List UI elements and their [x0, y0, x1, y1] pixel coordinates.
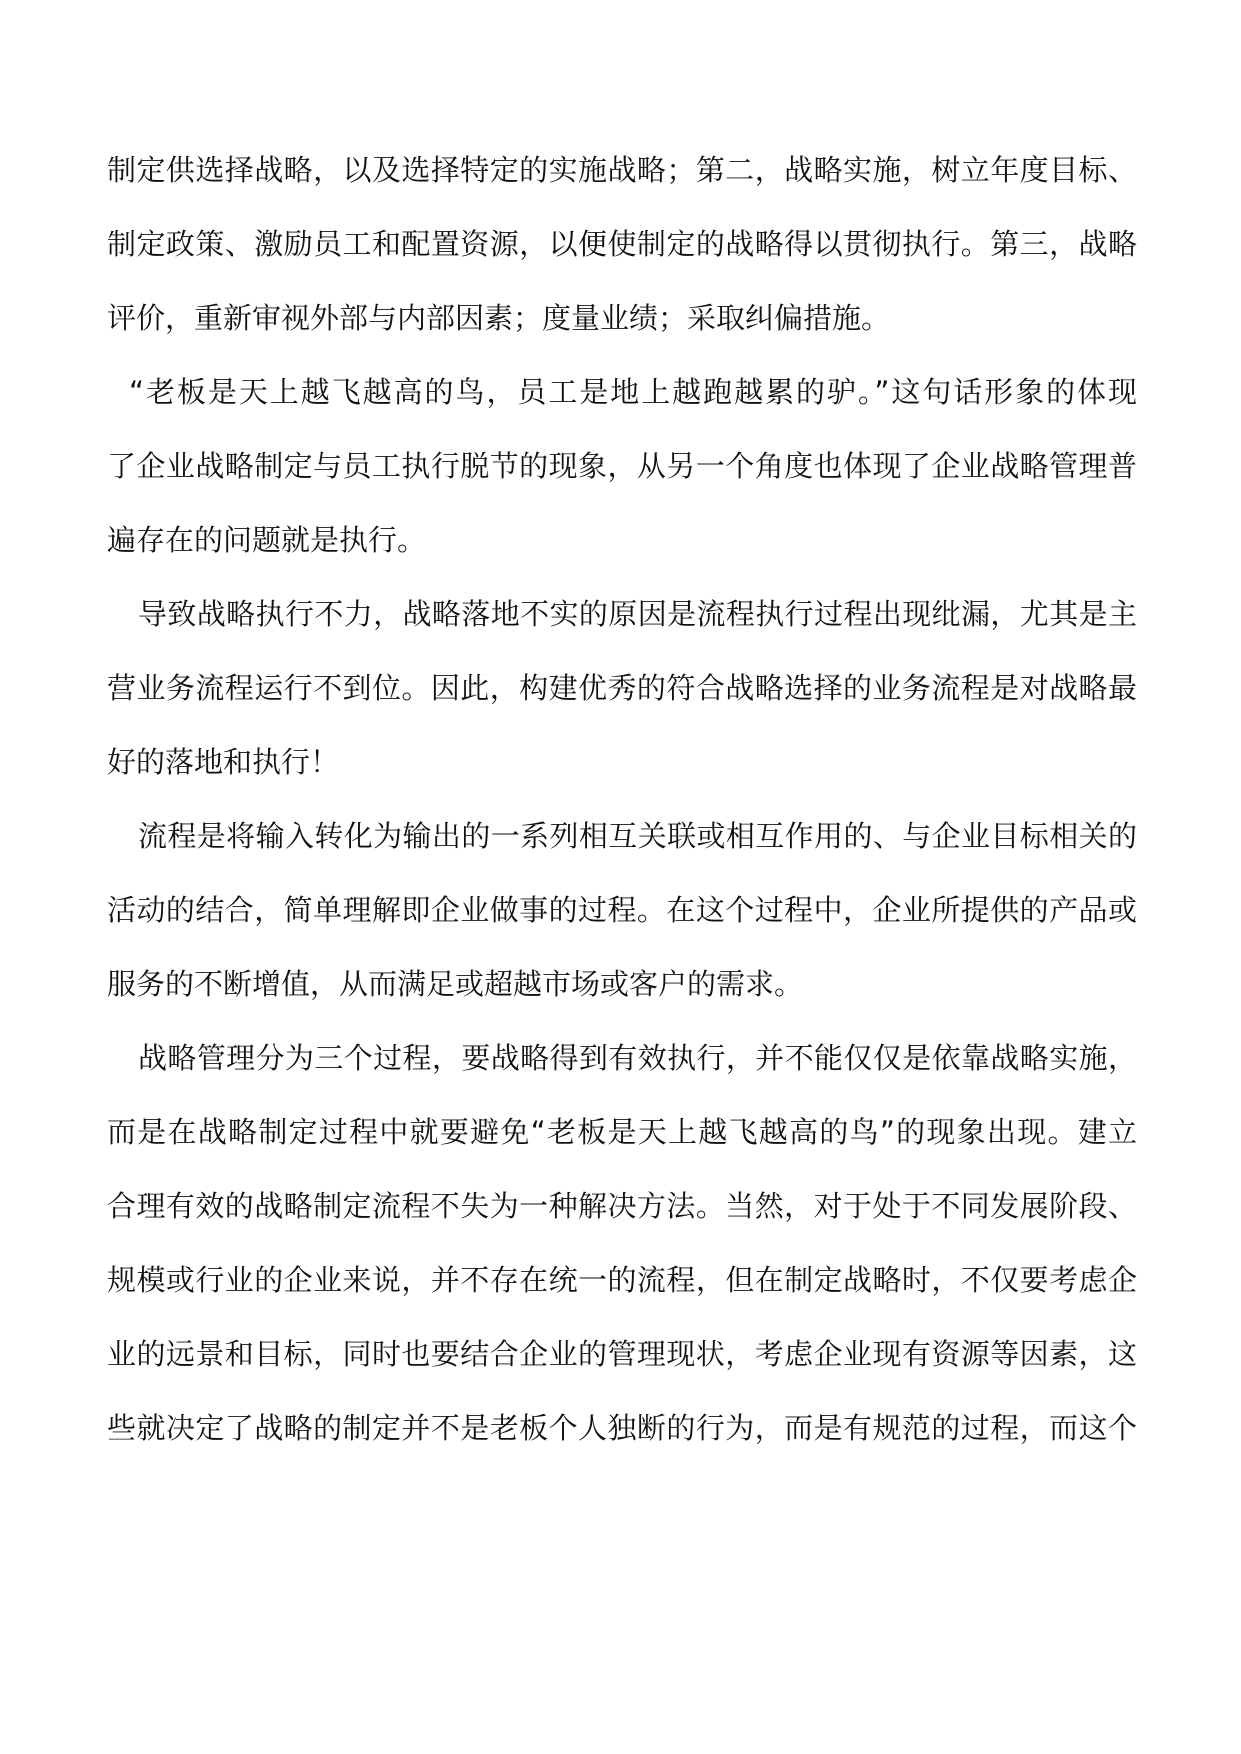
text-line: 营业务流程运行不到位。因此，构建优秀的符合战略选择的业务流程是对战略最: [107, 671, 1137, 705]
text-line: 遍存在的问题就是执行。: [107, 523, 427, 557]
text-line: 服务的不断增值，从而满足或超越市场或客户的需求。: [107, 967, 804, 1001]
text-line: 制定政策、激励员工和配置资源，以便使制定的战略得以贯彻执行。第三，战略: [107, 227, 1137, 261]
text-line: 活动的结合，简单理解即企业做事的过程。在这个过程中，企业所提供的产品或: [107, 893, 1137, 927]
text-line: 些就决定了战略的制定并不是老板个人独断的行为，而是有规范的过程，而这个: [107, 1411, 1137, 1445]
text-line: 而是在战略制定过程中就要避免“老板是天上越飞越高的鸟”的现象出现。建立: [107, 1115, 1137, 1149]
text-line: 战略管理分为三个过程，要战略得到有效执行，并不能仅仅是依靠战略实施，: [138, 1041, 1137, 1075]
text-line: 了企业战略制定与员工执行脱节的现象，从另一个角度也体现了企业战略管理普: [107, 449, 1137, 483]
text-line: 规模或行业的企业来说，并不存在统一的流程，但在制定战略时，不仅要考虑企: [107, 1263, 1137, 1297]
text-line: 评价，重新审视外部与内部因素；度量业绩；采取纠偏措施。: [107, 301, 891, 335]
text-line: “老板是天上越飞越高的鸟，员工是地上越跑越累的驴。”这句话形象的体现: [129, 375, 1137, 409]
text-line: 好的落地和执行！: [107, 745, 340, 779]
text-line: 导致战略执行不力，战略落地不实的原因是流程执行过程出现纰漏，尤其是主: [138, 597, 1137, 631]
text-line: 流程是将输入转化为输出的一系列相互关联或相互作用的、与企业目标相关的: [138, 819, 1137, 853]
text-line: 制定供选择战略，以及选择特定的实施战略；第二，战略实施，树立年度目标、: [107, 153, 1137, 187]
text-line: 合理有效的战略制定流程不失为一种解决方法。当然，对于处于不同发展阶段、: [107, 1189, 1137, 1223]
text-line: 业的远景和目标，同时也要结合企业的管理现状，考虑企业现有资源等因素，这: [107, 1337, 1137, 1371]
